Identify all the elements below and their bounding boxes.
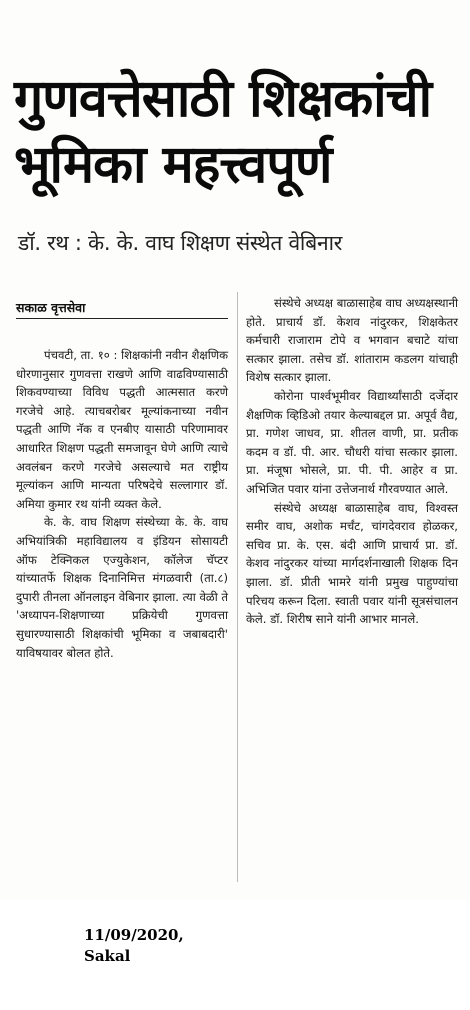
caption-source: Sakal	[84, 947, 131, 965]
headline-line-1: गुणवत्तेसाठी शिक्षकांची	[14, 69, 432, 129]
byline-rule	[16, 318, 228, 319]
byline: सकाळ वृत्तसेवा	[16, 300, 86, 315]
caption-date: 11/09/2020,	[84, 926, 184, 944]
right-paragraph-1: संस्थेचे अध्यक्ष बाळासाहेब वाघ अध्यक्षस्थानी होते. प्राचार्य डॉ. केशव नांदुरकर, शिक्षकेतर कर्मचारी राजाराम टोपे व भगवान बचाटे यांचा सत्कार झाला. तसेच डॉ. शांताराम कडलग यांचाही विशेष सत्कार झाला.	[246, 296, 458, 385]
left-column	[16, 346, 228, 662]
right-column	[246, 294, 458, 629]
headline-line-2: भूमिका महत्त्वपूर्ण	[14, 135, 332, 195]
clipping-caption	[84, 925, 184, 967]
left-paragraph-2: के. के. वाघ शिक्षण संस्थेच्या के. के. वाघ अभियांत्रिकी महाविद्यालय व इंडियन सोसायटी ऑफ टेक्निकल एज्युकेशन, कॉलेज चॅप्टर यांच्यातर्फे शिक्षक दिनानिमित्त मंगळवारी (ता.८) दुपारी तीनला ऑनलाइन वेबिनार झाला. त्या वेळी ते 'अध्यापन-शिक्षणाच्या प्रक्रियेची गुणवत्ता सुधारण्यासाठी शिक्षकांची भूमिका व जबाबदारी' याविषयावर बोलत होते.	[16, 515, 229, 660]
subheadline: डॉ. रथ : के. के. वाघ शिक्षण संस्थेत वेबिनार	[18, 231, 343, 255]
headline	[14, 66, 454, 198]
left-paragraph-1: पंचवटी, ता. १० : शिक्षकांनी नवीन शैक्षणिक धोरणानुसार गुणवत्ता राखणे आणि वाढविण्यासाठी शिकवण्याच्या विविध पद्धती आत्मसात करणे गरजेचे आहे. त्याचबरोबर मूल्यांकनाच्या नवीन पद्धती आणि नॅक व एनबीए यासाठी परिणामावर आधारित शिक्षण पद्धती समजावून घेणे आणि त्याचे अवलंबन करणे गरजेचे असल्याचे मत राष्ट्रीय मूल्यांकन आणि मान्यता परिषदेचे सल्लागार डॉ. अमिया कुमार रथ यांनी व्यक्त केले.	[16, 348, 228, 511]
right-paragraph-3: संस्थेचे अध्यक्ष बाळासाहेब वाघ, विश्वस्त समीर वाघ, अशोक मर्चंट, चांगदेवराव होळकर, सचिव प्रा. के. एस. बंदी आणि प्राचार्य प्रा. डॉ. केशव नांदुरकर यांच्या मार्गदर्शनाखाली शिक्षक दिन झाला. डॉ. प्रीती भामरे यांनी प्रमुख पाहुण्यांचा परिचय करून दिला. स्वाती पवार यांनी सूत्रसंचालन केले. डॉ. शिरीष साने यांनी आभार मानले.	[246, 500, 458, 627]
right-paragraph-2: कोरोना पार्श्वभूमीवर विद्यार्थ्यांसाठी दर्जेदार शैक्षणिक व्हिडिओ तयार केल्याबद्दल प्रा. अपूर्व वैद्य, प्रा. गणेश जाधव, प्रा. शीतल वाणी, प्रा. प्रतीक कदम व डॉ. पी. आर. चौधरी यांचा सत्कार झाला. प्रा. मंजूषा भोसले, प्रा. पी. पी. आहेर व प्रा. अभिजित पवार यांना उत्तेजनार्थ गौरवण्यात आले.	[246, 388, 458, 496]
column-divider	[237, 292, 238, 882]
